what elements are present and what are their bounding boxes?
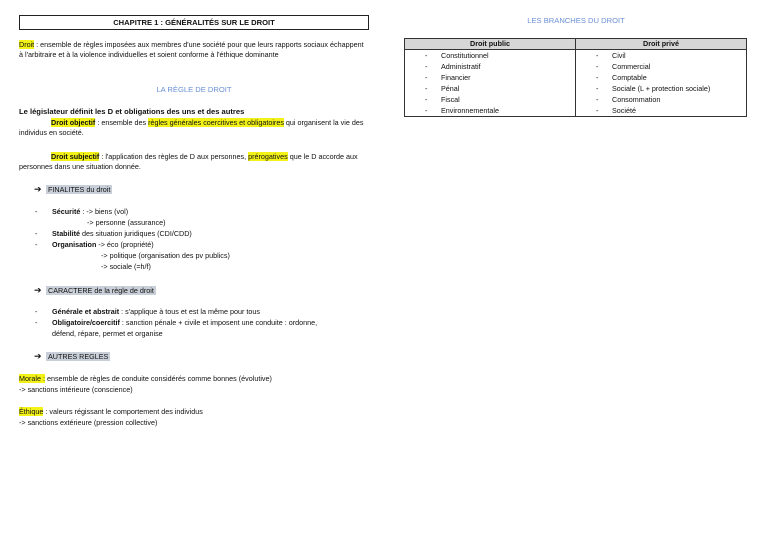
prive-cell xyxy=(576,94,747,105)
public-cell xyxy=(405,50,576,62)
prive-branch-label: Civil xyxy=(612,50,626,60)
generale-text: : s'applique à tous et est la même pour tous xyxy=(119,307,260,316)
table-row xyxy=(405,72,747,83)
dash: - xyxy=(35,240,38,249)
list-item xyxy=(35,318,375,328)
public-branch-label: Administratif xyxy=(441,61,481,71)
securite-text: : -> biens (vol) xyxy=(80,207,129,216)
droit-subjectif-text-after: que le D accorde aux personnes dans une situation donnée. xyxy=(19,152,358,171)
prive-cell xyxy=(576,72,747,83)
finalites-title: FINALITES du droit xyxy=(48,185,111,194)
dash: - xyxy=(35,307,38,316)
ethique-paragraph xyxy=(19,407,369,417)
dash: - xyxy=(425,72,428,82)
droit-objectif-text-after: qui organisent la vie des individus en société. xyxy=(19,118,364,137)
prive-branch-label: Comptable xyxy=(612,72,647,82)
prive-cell xyxy=(576,61,747,72)
caractere-heading xyxy=(34,285,156,296)
prive-branch-label: Sociale (L + protection sociale) xyxy=(612,83,711,93)
chapter-title: CHAPITRE 1 : GÉNÉRALITÉS SUR LE DROIT xyxy=(19,15,369,30)
morale-paragraph xyxy=(19,374,369,384)
droit-subjectif-text: : l'application des règles de D aux personnes, xyxy=(99,152,249,161)
obligatoire-text-2: défend, répare, permet et organise xyxy=(52,329,163,338)
dash: - xyxy=(425,83,428,93)
table-row xyxy=(405,83,747,94)
ethique-text: : valeurs régissant le comportement des individus xyxy=(43,407,203,416)
prive-cell xyxy=(576,83,747,94)
ethique-sub: -> sanctions extérieure (pression collective) xyxy=(19,418,158,427)
public-cell xyxy=(405,72,576,83)
definition-paragraph xyxy=(19,40,369,60)
dash: - xyxy=(425,105,428,115)
public-cell xyxy=(405,83,576,94)
dash: - xyxy=(425,61,428,71)
morale-sub: -> sanctions intérieure (conscience) xyxy=(19,385,133,394)
droit-objectif-paragraph xyxy=(19,118,369,138)
dash: - xyxy=(35,318,38,327)
public-branch-label: Environnementale xyxy=(441,105,499,115)
securite-sub: -> personne (assurance) xyxy=(87,218,166,227)
dash: - xyxy=(425,50,428,60)
organisation-sub-2: -> sociale (=h/f) xyxy=(101,262,151,271)
list-item xyxy=(35,207,375,217)
definition-term: Droit xyxy=(19,40,35,49)
ethique-term: Éthique xyxy=(19,407,44,416)
table-row xyxy=(405,105,747,117)
prive-branch-label: Consommation xyxy=(612,94,661,104)
dash: - xyxy=(596,83,599,93)
droit-subjectif-term: Droit subjectif xyxy=(51,152,100,161)
public-branch-label: Pénal xyxy=(441,83,460,93)
prive-cell xyxy=(576,105,747,117)
public-branch-label: Fiscal xyxy=(441,94,460,104)
branches-title: LES BRANCHES DU DROIT xyxy=(527,16,625,25)
table-row xyxy=(405,61,747,72)
finalites-heading xyxy=(34,184,112,195)
public-header: Droit public xyxy=(405,39,576,50)
dash: - xyxy=(35,229,38,238)
list-item xyxy=(35,307,375,317)
arrow-right-icon: ➔ xyxy=(34,285,42,295)
public-branch-label: Financier xyxy=(441,72,471,82)
droit-subjectif-paragraph xyxy=(19,152,369,172)
prive-branch-label: Commercial xyxy=(612,61,651,71)
droit-subjectif-highlight: prérogatives xyxy=(248,152,288,161)
dash: - xyxy=(596,61,599,71)
autres-title: AUTRES REGLES xyxy=(48,352,109,361)
arrow-right-icon: ➔ xyxy=(34,351,42,361)
list-item xyxy=(35,240,375,250)
prive-branch-label: Société xyxy=(612,105,636,115)
regle-title: LA RÈGLE DE DROIT xyxy=(156,85,232,94)
dash: - xyxy=(596,50,599,60)
dash: - xyxy=(596,72,599,82)
caractere-title: CARACTERE de la règle de droit xyxy=(48,286,154,295)
droit-objectif-term: Droit objectif xyxy=(51,118,96,127)
public-cell xyxy=(405,105,576,117)
dash: - xyxy=(596,105,599,115)
prive-header: Droit privé xyxy=(576,39,747,50)
organisation-term: Organisation xyxy=(52,240,97,249)
morale-text: ensemble de règles de conduite considérés comme bonnes (évolutive) xyxy=(44,374,272,383)
dash: - xyxy=(35,207,38,216)
definition-text: : ensemble de règles imposées aux membres d'une société pour que leurs rapports sociaux échappent à l'arbitraire et à la violence individuelles et soient conforme à l'éthique dominante xyxy=(19,40,364,59)
stabilite-text: des situation juridiques (CDI/CDD) xyxy=(79,229,192,238)
dash: - xyxy=(425,94,428,104)
stabilite-term: Stabilité xyxy=(52,229,80,238)
list-item xyxy=(35,229,375,239)
public-cell xyxy=(405,94,576,105)
dash: - xyxy=(596,94,599,104)
table-row xyxy=(405,94,747,105)
droit-objectif-text: : ensemble des xyxy=(95,118,149,127)
autres-heading xyxy=(34,351,110,362)
organisation-sub-1: -> politique (organisation des pv publics) xyxy=(101,251,230,260)
legislateur-line: Le législateur définit les D et obligations des uns et des autres xyxy=(19,107,245,116)
droit-objectif-highlight: règles générales coercitives et obligatoires xyxy=(148,118,284,127)
organisation-text: -> éco (propriété) xyxy=(96,240,154,249)
morale-term: Morale : xyxy=(19,374,45,383)
branches-table xyxy=(404,38,747,117)
generale-term: Générale et abstrait xyxy=(52,307,120,316)
arrow-right-icon: ➔ xyxy=(34,184,42,194)
public-cell xyxy=(405,61,576,72)
obligatoire-term: Obligatoire/coercitif xyxy=(52,318,120,327)
securite-term: Sécurité xyxy=(52,207,81,216)
public-branch-label: Constitutionnel xyxy=(441,50,489,60)
prive-cell xyxy=(576,50,747,62)
obligatoire-text: : sanction pénale + civile et imposent une conduite : ordonne, xyxy=(119,318,318,327)
table-row xyxy=(405,50,747,62)
